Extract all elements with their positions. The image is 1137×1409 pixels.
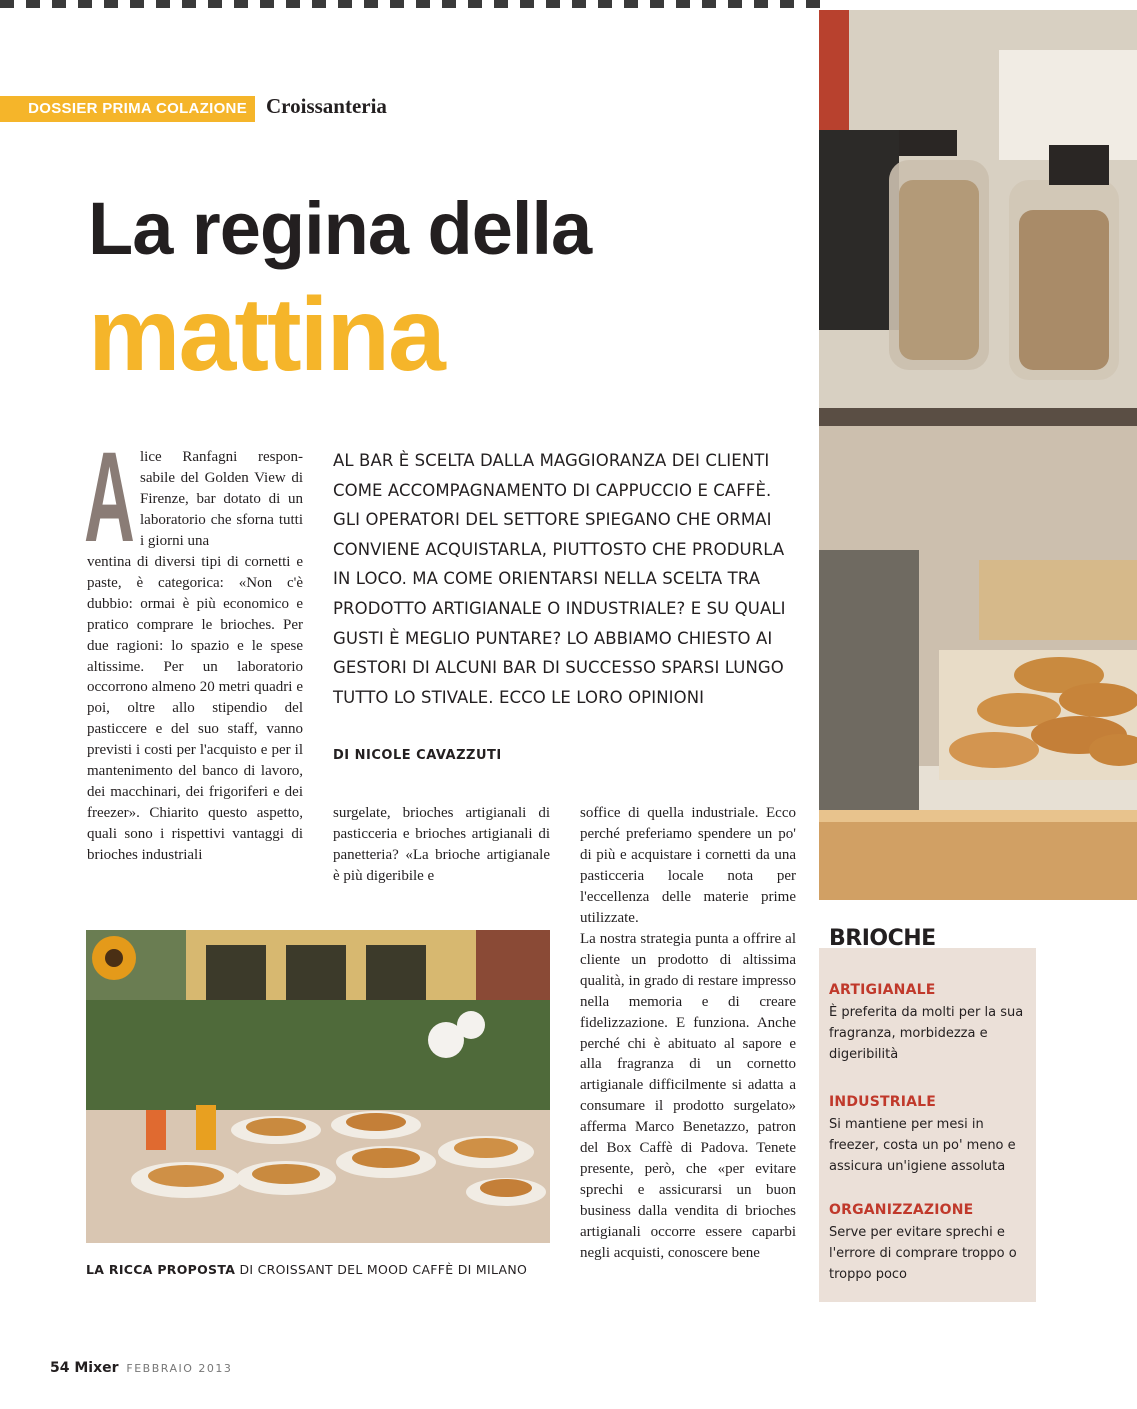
kicker-label: DOSSIER PRIMA COLAZIONE	[28, 100, 247, 117]
body-col1-intro: lice Ranfagni respon-sabile del Golden View di Firenze, bar dotato di un laboratorio che sforna tutti i giorni una	[140, 449, 303, 549]
buffet-illustration	[86, 930, 550, 1243]
sidebar-box	[819, 948, 1036, 1302]
sidebar-heading-organizzazione: ORGANIZZAZIONE	[829, 1202, 974, 1218]
sidebar-text-industriale: Si mantiene per mesi in freezer, costa un po' meno e assicura un'igiene assoluta	[829, 1117, 1016, 1174]
magazine-name: Mixer	[74, 1360, 119, 1376]
page-folio	[50, 1360, 232, 1376]
caption-bold: LA RICCA PROPOSTA	[86, 1262, 236, 1277]
sidebar-heading-industriale: INDUSTRIALE	[829, 1094, 937, 1110]
headline-line2: mattina	[88, 277, 444, 393]
issue-date: FEBBRAIO 2013	[126, 1362, 233, 1375]
top-dashed-rule	[0, 0, 820, 8]
photo-pastry-display	[819, 10, 1137, 900]
body-col3-para2: La nostra strategia punta a offrire al cliente un prodotto di altissima qualità, in grado di restare impresso nella memoria e di creare fidelizzazione. E funziona. Anche perché chi è abituato al sapore e alla fragranza di un cornetto artigianale difficilmente si adatta a consumare il prodotto surgelato» afferma Marco Benetazzo, patron del Box Caffè di Padova. Tenete presente, però, che «per evitare sprechi e assicurarsi un buon business dalla vendita di brioches artigianali occorre essere caparbi negli acquisti, conoscere bene	[580, 931, 796, 1261]
photo-croissant-buffet	[86, 930, 550, 1243]
page-number: 54	[50, 1360, 70, 1376]
section-kicker	[0, 96, 255, 122]
byline: DI NICOLE CAVAZZUTI	[333, 748, 502, 763]
sidebar-heading-artigianale: ARTIGIANALE	[829, 982, 936, 998]
headline-line1: La regina della	[88, 187, 592, 270]
body-col3-para1: soffice di quella industriale. Ecco perché preferiamo spendere un po' di più e acquistare i cornetti da una pasticceria locale nota per l'eccellenza delle materie prime utilizzate.	[580, 805, 796, 926]
sidebar-text-organizzazione: Serve per evitare sprechi e l'errore di comprare troppo o troppo poco	[829, 1225, 1017, 1282]
standfirst: AL BAR È SCELTA DALLA MAGGIORANZA DEI CLIENTI COME ACCOMPAGNAMENTO DI CAPPUCCIO E CAFFÈ. GLI OPERATORI DEL SETTORE SPIEGANO CHE ORMAI CONVIENE ACQUISTARLA, PIUTTOSTO CHE PRODURLA IN LOCO. MA COME ORIENTARSI NELLA SCELTA TRA PRODOTTO ARTIGIANALE O INDUSTRIALE? E SU QUALI GUSTI È MEGLIO PUNTARE? LO ABBIAMO CHIESTO AI GESTORI DI ALCUNI BAR DI SUCCESSO SPARSI LUNGO TUTTO LO STIVALE. ECCO LE LORO OPINIONI	[333, 451, 786, 707]
sidebar-text-artigianale: È preferita da molti per la sua fragranza, morbidezza e digeribilità	[829, 1005, 1024, 1062]
caption-text: DI CROISSANT DEL MOOD CAFFÈ DI MILANO	[235, 1262, 528, 1277]
body-col1-text: ventina di diversi tipi di cornetti e paste, è categorica: «Non c'è dubbio: ormai è più economico e pratico comprare le brioches. Per due ragioni: lo spazio e le spese altissime. Per un laboratorio occorrono almeno 20 metri quadri e poi, oltre allo stipendio del pasticcere e del suo staff, vanno previsti i costi per l'acquisto e per il mantenimento del banco di lavoro, dei macchinari, dei frigoriferi e dei freezer». Chiarito questo aspetto, quali sono i rispettivi vantaggi di brioches industriali	[87, 554, 303, 863]
drop-cap: A	[84, 426, 135, 569]
section-name: Croissanteria	[266, 94, 387, 118]
sidebar-title: BRIOCHE	[829, 926, 936, 951]
photo-caption	[86, 1262, 527, 1277]
body-col2-text: surgelate, brioches artigianali di pasticceria e brioches artigianali di panetteria? «La brioche artigianale è più digeribile e	[333, 805, 550, 884]
pastry-display-illustration	[819, 10, 1137, 900]
